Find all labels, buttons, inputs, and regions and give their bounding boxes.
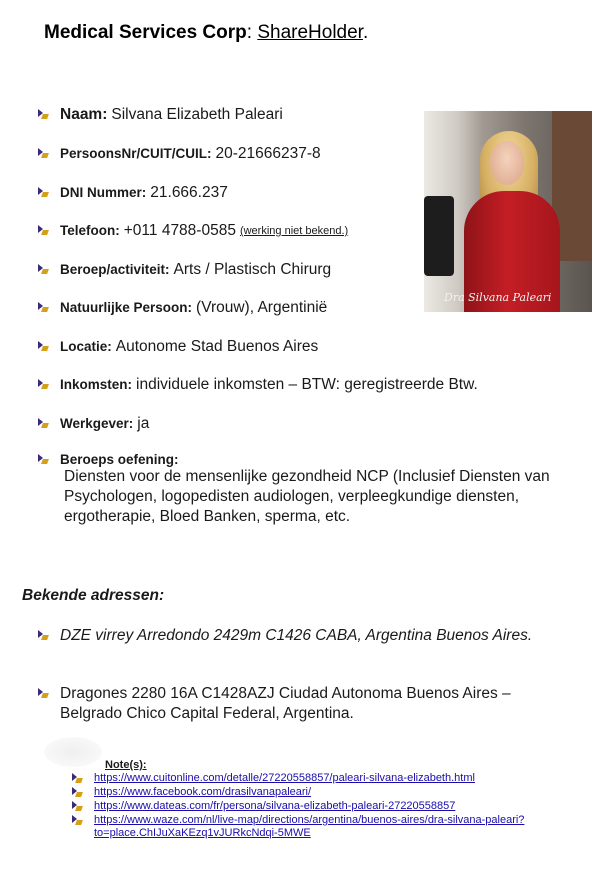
profile-photo xyxy=(424,111,592,312)
field-persoonsnr: PersoonsNr/CUIT/CUIL: 20-21666237-8 xyxy=(38,144,321,164)
arrow-bullet-icon xyxy=(38,688,48,700)
photo-signature: Dra Silvana Paleari xyxy=(444,291,552,304)
note-link-item xyxy=(72,786,532,799)
smudge-mark xyxy=(44,737,102,767)
note-link-dateas[interactable]: https://www.dateas.com/fr/persona/silvana-elizabeth-paleari-27220558857 xyxy=(94,800,456,812)
arrow-bullet-icon xyxy=(38,454,48,466)
address-item: Dragones 2280 16A C1428AZJ Ciudad Autonoma Buenos Aires – Belgrado Chico Capital Federal, Argentina. xyxy=(38,684,578,724)
role-label: ShareHolder xyxy=(257,22,363,43)
arrow-bullet-icon xyxy=(38,225,48,237)
note-link-facebook[interactable]: https://www.facebook.com/drasilvanapaleari/ xyxy=(94,786,312,798)
arrow-bullet-icon xyxy=(72,815,82,827)
arrow-bullet-icon xyxy=(72,773,82,785)
field-werkgever: Werkgever: ja xyxy=(38,414,149,434)
field-locatie: Locatie: Autonome Stad Buenos Aires xyxy=(38,337,318,357)
note-link-cuitonline[interactable]: https://www.cuitonline.com/detalle/27220558857/paleari-silvana-elizabeth.html xyxy=(94,772,475,784)
note-link-item xyxy=(72,800,532,813)
field-naam: Naam: Silvana Elizabeth Paleari xyxy=(38,105,283,125)
arrow-bullet-icon xyxy=(38,379,48,391)
company-name: Medical Services Corp xyxy=(44,22,247,43)
page-title: Medical Services Corp: ShareHolder. xyxy=(44,22,369,43)
arrow-bullet-icon xyxy=(72,801,82,813)
arrow-bullet-icon xyxy=(38,418,48,430)
arrow-bullet-icon xyxy=(38,109,48,121)
arrow-bullet-icon xyxy=(38,148,48,160)
arrow-bullet-icon xyxy=(38,187,48,199)
beroeps-description: Diensten voor de mensenlijke gezondheid NCP (Inclusief Diensten van Psychologen, logopedisten audiologen, verpleegkundige diensten, ergotherapie, Bloed Banken, sperma, etc. xyxy=(64,468,550,525)
note-link-item xyxy=(72,772,532,785)
arrow-bullet-icon xyxy=(38,341,48,353)
field-telefoon: Telefoon: +011 4788-0585 (werking niet bekend.) xyxy=(38,221,348,241)
field-inkomsten: Inkomsten: individuele inkomsten – BTW: geregistreerde Btw. xyxy=(38,375,478,395)
note-link-item xyxy=(72,814,532,840)
arrow-bullet-icon xyxy=(38,630,48,642)
arrow-bullet-icon xyxy=(72,787,82,799)
address-item: DZE virrey Arredondo 2429m C1426 CABA, Argentina Buenos Aires. xyxy=(38,626,578,646)
notes-title: Note(s): xyxy=(105,759,147,771)
arrow-bullet-icon xyxy=(38,302,48,314)
field-beroep: Beroep/activiteit: Arts / Plastisch Chirurg xyxy=(38,260,331,280)
arrow-bullet-icon xyxy=(38,264,48,276)
field-dni: DNI Nummer: 21.666.237 xyxy=(38,183,228,203)
field-beroeps-oefening: Beroeps oefening: xyxy=(38,450,183,470)
note-link-waze[interactable]: https://www.waze.com/nl/live-map/directions/argentina/buenos-aires/dra-silvana-paleari?to=place.ChIJuXaKEzq1vJURkcNdqi-5MWE xyxy=(94,814,525,839)
addresses-title: Bekende adressen: xyxy=(22,587,165,604)
field-natuurlijke-persoon: Natuurlijke Persoon: (Vrouw), Argentinië xyxy=(38,298,327,318)
